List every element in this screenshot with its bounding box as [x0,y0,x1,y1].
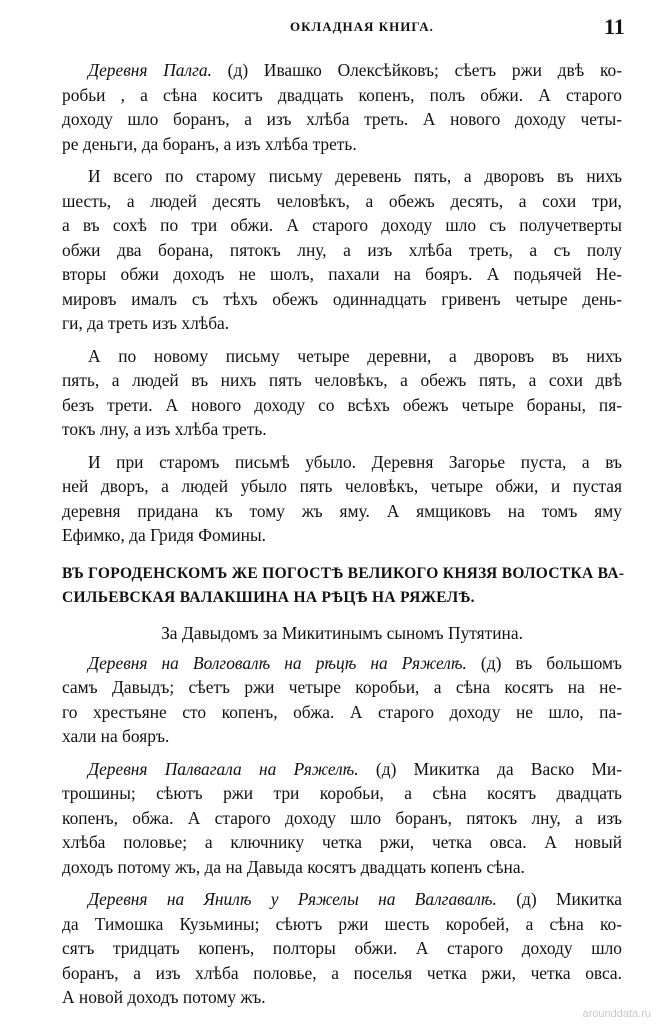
line-text: мировъ ималъ съ тѣхъ обежъ одиннадцать гривенъ четыре день- [62,288,622,309]
text-line [62,417,622,442]
paragraph [62,757,622,880]
page-number: 11 [604,14,625,39]
text-line [62,830,622,855]
paragraph [62,450,622,548]
village-name: Деревня на Волговалѣ на рѣцѣ на Ряжелѣ. [88,652,467,673]
text-line [62,238,622,263]
heading-line: ВЪ ГОРОДЕНСКОМЪ ЖЕ ПОГОСТѢ ВЕЛИКОГО КНЯЗЯ ВОЛОСТКА ВА- [62,564,625,582]
text-line [62,855,622,880]
text-line [62,806,622,831]
text-line [62,262,622,287]
text-line [62,164,622,189]
line-text: сятъ тридцать копенъ, полторы обжи. А старого доходу шло [62,938,622,958]
text-line [62,781,622,806]
village-name: Деревня Палга. [88,60,212,80]
line-text: (д) въ большомъ [466,652,622,673]
line-text: безъ трети. А нового доходу со всѣхъ обежъ четыре бораны, пя- [62,394,622,415]
village-name: Деревня Палвагала на Ряжелѣ. [88,758,359,779]
line-text: боранъ, а изъ хлѣба половье, а поселья четка ржи, четка овса. [62,962,622,983]
village-name: Деревня на Янилѣ у Ряжелы на Валгавалѣ. [88,889,497,909]
text-line [62,368,622,393]
paragraph [62,651,622,749]
line-text: ре деньги, да боранъ, а изъ хлѣба треть. [62,133,357,154]
line-text: хали на бояръ. [62,726,170,746]
text-line [62,912,622,937]
line-text: (д) Ивашко Олексѣйковъ; сѣетъ ржи двѣ ко- [211,60,622,80]
line-text: (д) Микитка да Васко Ми- [358,758,623,779]
text-line [62,700,622,725]
text-line [62,724,622,749]
text-line [62,887,622,912]
heading-line: СИЛЬЕВСКАЯ ВАЛАКШИНА НА РѢЦѢ НА РЯЖЕЛѢ. [62,589,475,606]
section-heading [62,562,625,611]
page-header [0,14,669,40]
text-line [62,393,622,418]
line-text: (д) Микитка [496,889,623,909]
line-text: а въ сохѣ по три обжи. А старого доходу шло съ получетверты [62,215,622,235]
text-line [62,107,622,132]
watermark: arounddata.ru [582,1008,651,1020]
text-line [62,287,622,312]
line-text: копенъ, обжа. А старого доходу шло боранъ, пятокъ лну, а изъ [62,807,622,828]
text-line [62,213,622,238]
line-text: обжи два борана, пятокъ лну, а изъ хлѣба треть, а съ полу [62,239,622,260]
text-line [62,961,622,986]
text-line [62,344,622,369]
line-text: И при старомъ письмѣ убыло. Деревня Загорье пуста, а въ [88,451,622,472]
line-text: ги, да треть изъ хлѣба. [62,313,230,333]
text-line [62,132,622,157]
line-text: го хрестьяне сто копенъ, обжа. А старого доходу не шло, па- [62,701,622,722]
line-text: А новой доходъ потому жъ. [62,987,266,1007]
line-text: да Тимошка Кузьмины; сѣютъ ржи шесть коробей, а сѣна ко- [62,913,622,934]
text-line [62,189,622,214]
running-head: ОКЛАДНАЯ КНИГА. [290,19,434,34]
line-text: хлѣба половье; а ключнику четка ржи, четка овса. А новый [62,832,622,852]
line-text: самъ Давыдъ; сѣетъ ржи четыре коробьи, а сѣна косятъ на не- [62,677,622,697]
text-line [62,675,622,700]
text-line [62,311,622,336]
line-text: ней дворъ, а людей убыло пять человѣкъ, четыре обжи, и пустая [62,476,622,496]
text-line [62,523,622,548]
paragraph [62,887,622,1010]
text-line [62,83,622,108]
text-line [62,936,622,961]
paragraph [62,58,622,156]
text-line [62,450,622,475]
line-text: доходъ потому жъ, да на Давыда косятъ двадцать копенъ сѣна. [62,856,525,877]
line-text: пять, а людей въ нихъ пять человѣкъ, а обежъ пять, а сохи двѣ [62,370,622,390]
text-line [62,474,622,499]
paragraph [62,164,622,336]
paragraph [62,344,622,442]
line-text: трошины; сѣютъ ржи три коробьи, а сѣна косятъ двадцать [62,783,622,803]
line-text: деревня придана къ тому жъ яму. А ямщиковъ на томъ яму [62,500,622,521]
subheading: За Давыдомъ за Микитинымъ сыномъ Путятина. [161,622,523,643]
text-line [62,499,622,524]
line-text: токъ лну, а изъ хлѣба треть. [62,419,267,439]
line-text: А по новому письму четыре деревни, а дворовъ въ нихъ [88,345,622,366]
text-line [62,651,622,676]
text-line [62,757,622,782]
line-text: робьи , а сѣна коситъ двадцать копенъ, полъ обжи. А старого [62,84,622,105]
line-text: вторы обжи доходъ не шолъ, пахали на бояръ. А подьячей Не- [62,264,622,284]
text-line [62,58,622,83]
text-line [62,985,622,1010]
line-text: шесть, а людей десять человѣкъ, а обежъ десять, а сохи три, [62,190,622,211]
line-text: Ефимко, да Гридя Фомины. [62,525,266,545]
line-text: доходу шло боранъ, а изъ хлѣба треть. А нового доходу четы- [62,109,622,129]
line-text: И всего по старому письму деревень пять, а дворовъ въ нихъ [88,166,622,186]
